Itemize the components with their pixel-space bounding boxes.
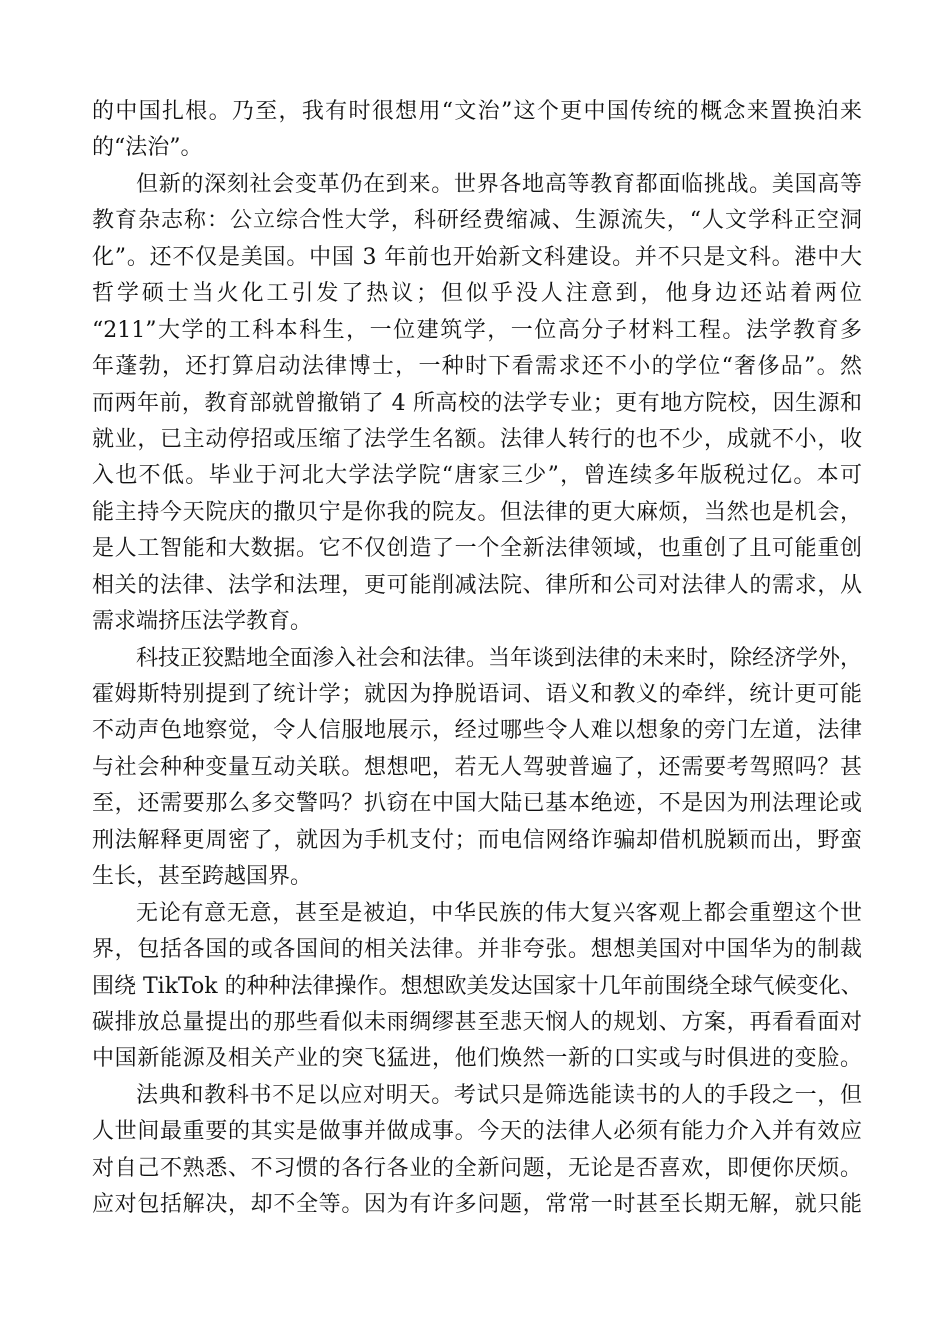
text-line: 化”。还不仅是美国。中国 3 年前也开始新文科建设。并不只是文科。港中大 [92, 244, 862, 270]
paragraph-first-line: 但新的深刻社会变革仍在到来。世界各地高等教育都面临挑战。美国高等 [136, 171, 862, 197]
text-line: 生长，甚至跨越国界。 [92, 864, 313, 890]
text-line: 的中国扎根。乃至，我有时很想用“文治”这个更中国传统的概念来置换泊来 [92, 99, 862, 124]
text-line: 入也不低。毕业于河北大学法学院“唐家三少”，曾连续多年版税过亿。本可 [92, 463, 862, 489]
text-line: 界，包括各国的或各国间的相关法律。并非夸张。想想美国对中国华为的制裁 [92, 937, 862, 963]
paragraph-first-line: 法典和教科书不足以应对明天。考试只是筛选能读书的人的手段之一，但 [136, 1082, 862, 1108]
body-text [92, 94, 862, 1224]
text-line: 就业，已主动停招或压缩了法学生名额。法律人转行的也不少，成就不小，收 [92, 426, 862, 452]
text-line: 能主持今天院庆的撒贝宁是你我的院友。但法律的更大麻烦，当然也是机会， [92, 499, 862, 525]
text-line: 是人工智能和大数据。它不仅创造了一个全新法律领域，也重创了且可能重创 [92, 536, 862, 562]
text-line: 霍姆斯特别提到了统计学；就因为挣脱语词、语义和教义的牵绊，统计更可能 [92, 682, 862, 707]
text-line: “211”大学的工科本科生，一位建筑学，一位高分子材料工程。法学教育多 [92, 317, 862, 343]
text-line: 围绕 TikTok 的种种法律操作。想想欧美发达国家十几年前围绕全球气候变化、 [92, 973, 863, 999]
text-line: 应对包括解决，却不全等。因为有许多问题，常常一时甚至长期无解，就只能 [92, 1192, 862, 1218]
text-line: 至，还需要那么多交警吗？扒窃在中国大陆已基本绝迹，不是因为刑法理论或 [92, 791, 862, 817]
text-line: 中国新能源及相关产业的突飞猛进，他们焕然一新的口实或与时俱进的变脸。 [92, 1046, 862, 1072]
text-line: 人世间最重要的其实是做事并做成事。今天的法律人必须有能力介入并有效应 [92, 1119, 862, 1145]
text-line: 年蓬勃，还打算启动法律博士，一种时下看需求还不小的学位“奢侈品”。然 [92, 354, 862, 380]
text-line: 而两年前，教育部就曾撤销了 4 所高校的法学专业；更有地方院校，因生源和 [92, 390, 862, 416]
text-line: 碳排放总量提出的那些看似未雨绸缪甚至悲天悯人的规划、方案，再看看面对 [92, 1009, 862, 1035]
paragraph-first-line: 无论有意无意，甚至是被迫，中华民族的伟大复兴客观上都会重塑这个世 [136, 900, 862, 926]
text-line: 哲学硕士当火化工引发了热议；但似乎没人注意到，他身边还站着两位 [92, 281, 862, 307]
text-line: 与社会种种变量互动关联。想想吧，若无人驾驶普遍了，还需要考驾照吗？甚 [92, 754, 862, 780]
text-line: 对自己不熟悉、不习惯的各行各业的全新问题，无论是否喜欢，即便你厌烦。 [92, 1155, 862, 1181]
text-line: 需求端挤压法学教育。 [92, 609, 313, 635]
text-line: 的“法治”。 [92, 135, 203, 161]
text-line: 教育杂志称：公立综合性大学，科研经费缩减、生源流失，“人文学科正空洞 [92, 208, 862, 234]
text-line: 刑法解释更周密了，就因为手机支付；而电信网络诈骗却借机脱颖而出，野蛮 [92, 827, 862, 853]
text-line: 相关的法律、法学和法理，更可能削减法院、律所和公司对法律人的需求，从 [92, 572, 862, 598]
paragraph-first-line: 科技正狡黠地全面渗入社会和法律。当年谈到法律的未来时，除经济学外， [136, 645, 863, 671]
text-line: 不动声色地察觉，令人信服地展示，经过哪些令人难以想象的旁门左道，法律 [92, 718, 862, 744]
